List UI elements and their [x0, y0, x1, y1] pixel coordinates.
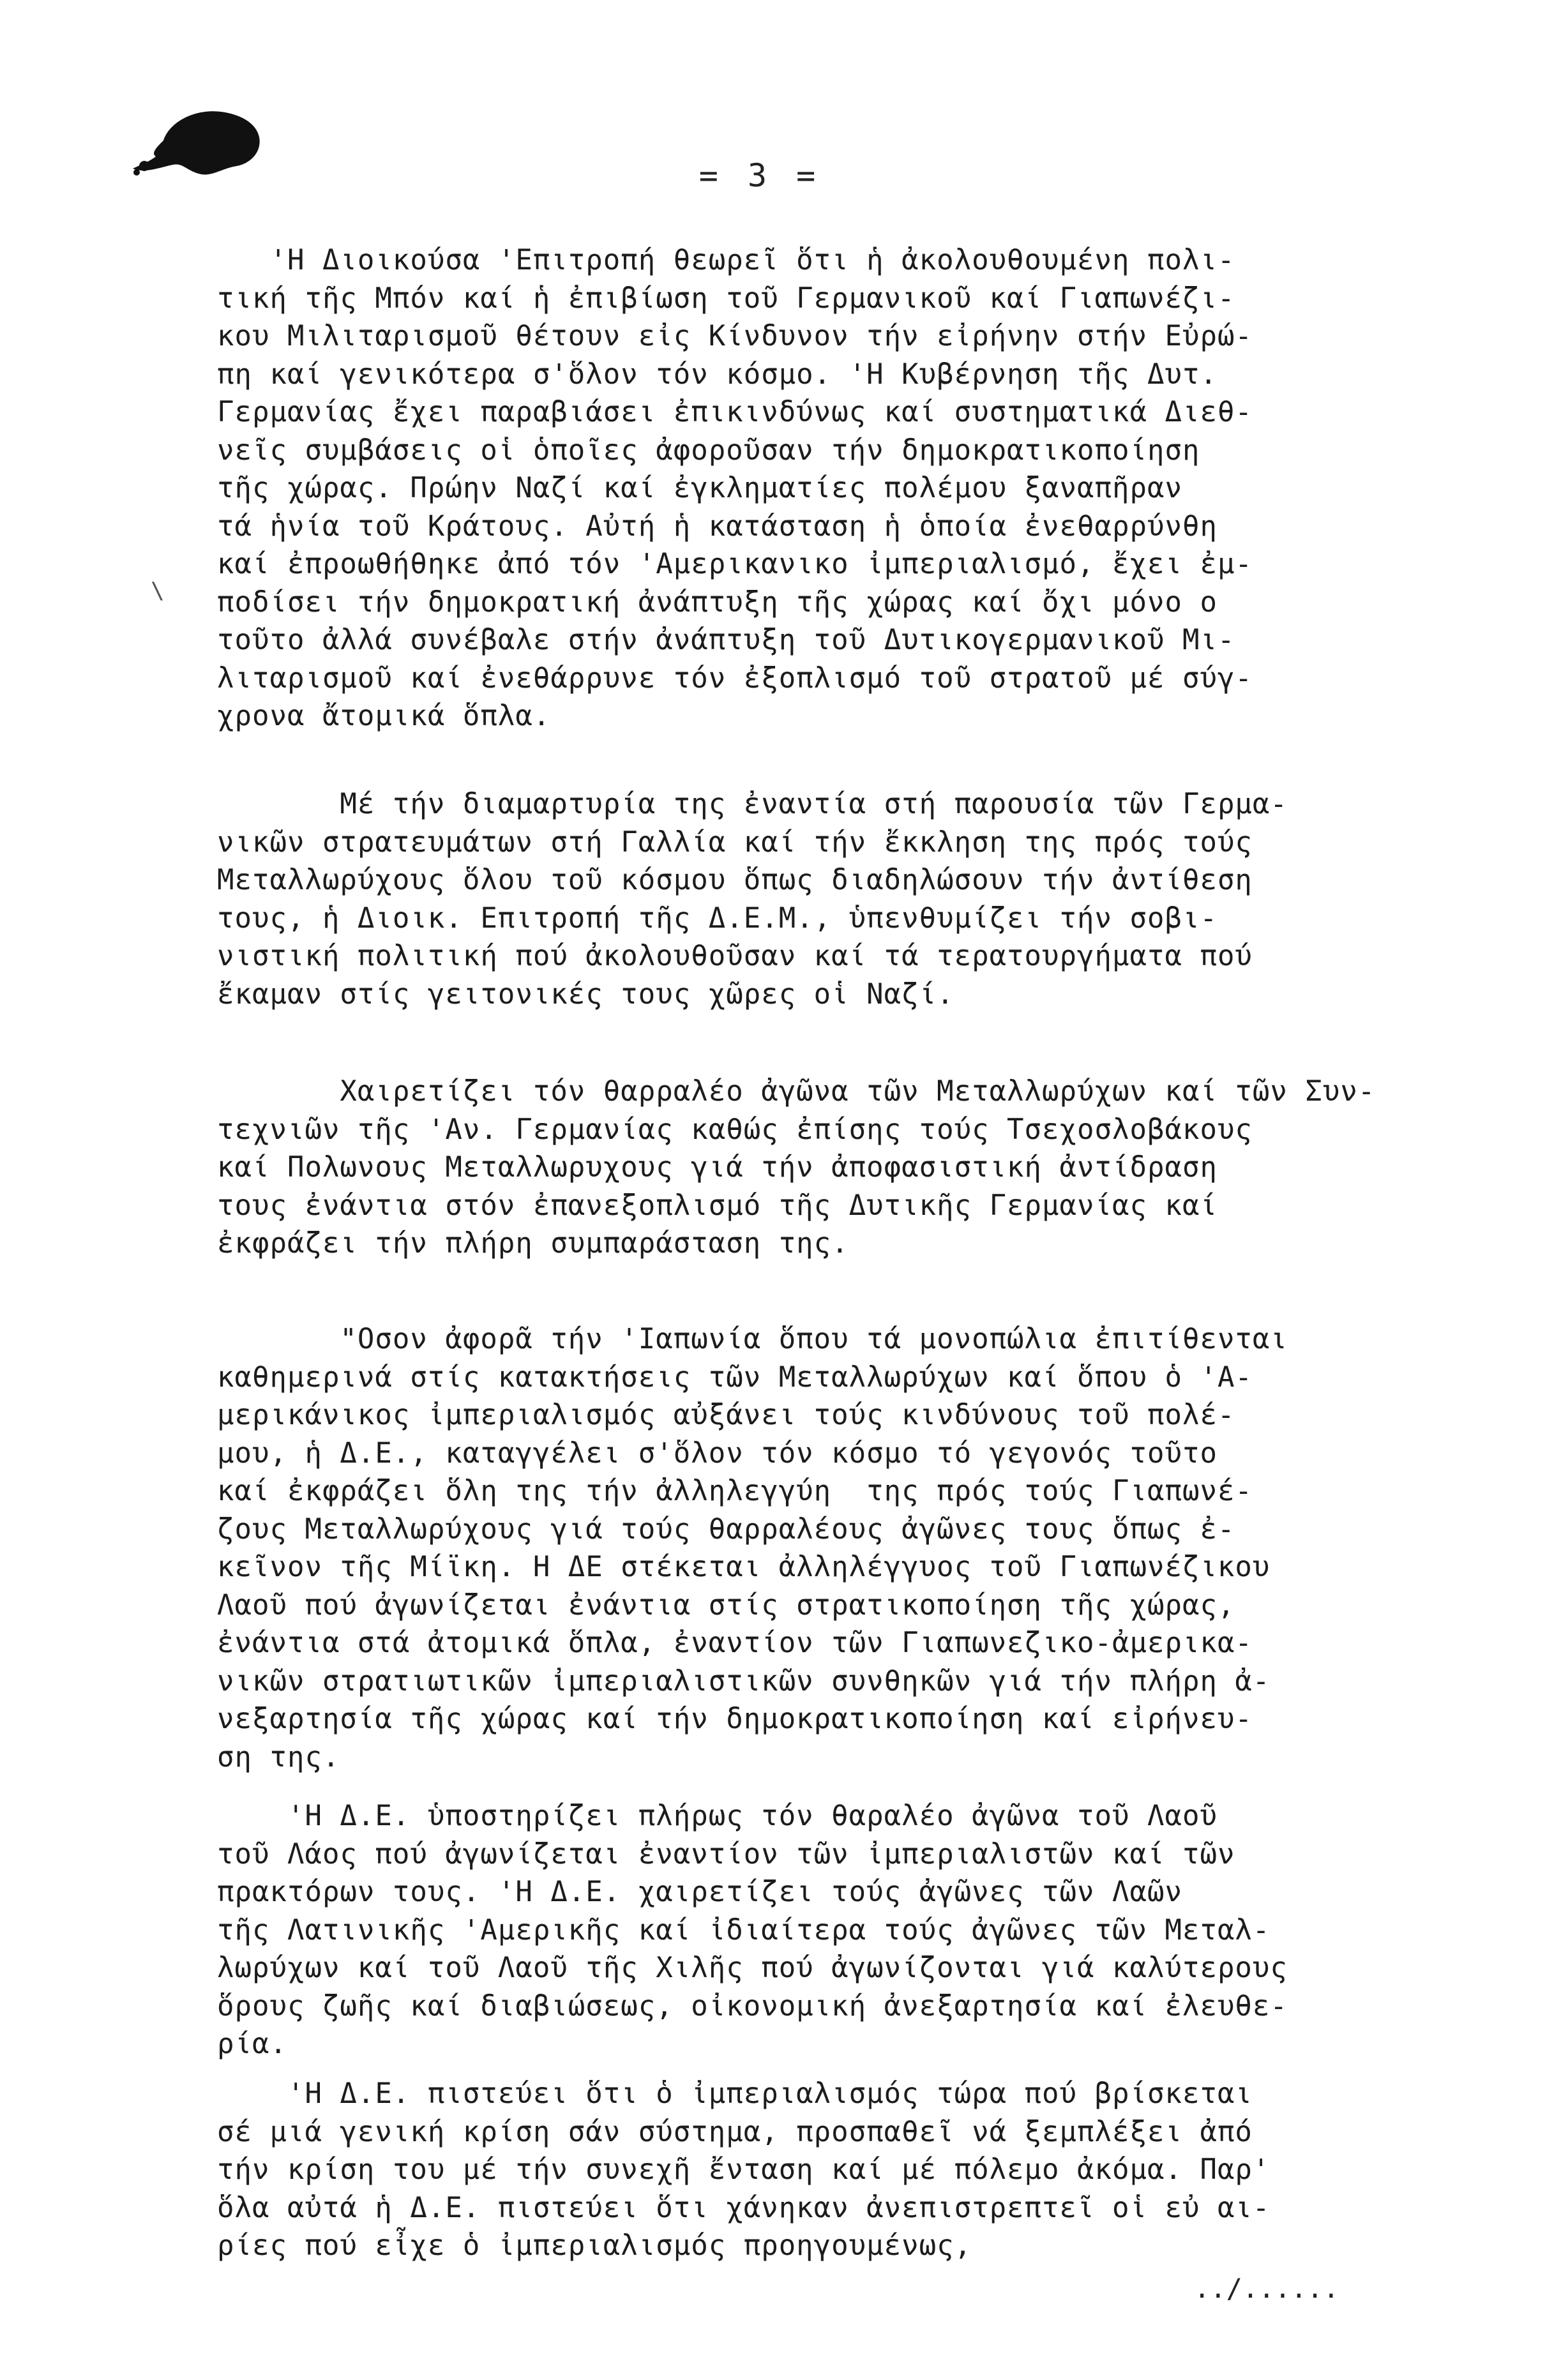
text-line: ἔκαμαν στίς γειτονικές τους χῶρες οἱ Ναζί.: [217, 977, 954, 1011]
text-line: ἐνάντια στά ἀτομικά ὅπλα, ἐναντίον τῶν Γιαπωνεζικο-ἀμερικα-: [217, 1627, 1253, 1659]
text-line: ὅρους ζωῆς καί διαβιώσεως, οἰκονομική ἀνεξαρτησία καί ἐλευθε-: [217, 1989, 1288, 2022]
text-line: τεχνιῶν τῆς 'Αν. Γερμανίας καθώς ἐπίσης τούς Τσεχοσλοβάκους: [217, 1113, 1253, 1146]
paragraph-salutes-miners: [217, 1073, 1430, 1263]
text-line: μερικάνικος ἰμπεριαλισμός αὐξάνει τούς κινδύνους τοῦ πολέ-: [217, 1399, 1235, 1431]
text-line: Λαοῦ πού ἀγωνίζεται ἐνάντια στίς στρατικοποίηση τῆς χώρας,: [217, 1588, 1235, 1622]
text-line: καθημερινά στίς κατακτήσεις τῶν Μεταλλωρύχων καί ὅπου ὁ 'Α-: [217, 1360, 1253, 1394]
text-line: 'Η Διοικούσα 'Επιτροπή θεωρεῖ ὅτι ἡ ἀκολουθουμένη πολι-: [217, 244, 1235, 276]
text-line: τους ἐνάντια στόν ἐπανεξοπλισμό τῆς Δυτικῆς Γερμανίας καί: [217, 1189, 1218, 1222]
text-line: ση της.: [217, 1740, 340, 1774]
text-line: ζους Μεταλλωρύχους γιά τούς θαρραλέους ἀγῶνες τους ὅπως ἐ-: [217, 1512, 1235, 1546]
paragraph-protest-german-troops: [217, 785, 1430, 1013]
text-line: σέ μιά γενική κρίση σάν σύστημα, προσπαθεῖ νά ξεμπλέξει ἀπό: [217, 2115, 1253, 2148]
text-line: ἐκφράζει τήν πλήρη συμπαράσταση της.: [217, 1227, 849, 1260]
text-line: ποδίσει τήν δημοκρατική ἀνάπτυξη τῆς χώρας καί ὄχι μόνο ο: [217, 585, 1218, 619]
text-line: κεῖνον τῆς Μίϊκη. Η ΔΕ στέκεται ἀλληλέγγυος τοῦ Γιαπωνέζικου: [217, 1551, 1271, 1583]
text-line: τήν κρίση του μέ τήν συνεχῆ ἔνταση καί μέ πόλεμο ἀκόμα. Παρ': [217, 2153, 1271, 2186]
text-line: 'Η Δ.Ε. ὑποστηρίζει πλήρως τόν θαραλέο ἀγῶνα τοῦ Λαοῦ: [217, 1800, 1218, 1832]
paragraph-commission-statement: [217, 241, 1430, 735]
text-line: τά ἡνία τοῦ Κράτους. Αὐτή ἡ κατάσταση ἡ ὁποία ἐνεθαρρύνθη: [217, 509, 1218, 543]
text-line: ὅλα αὐτά ἡ Δ.Ε. πιστεύει ὅτι χάνηκαν ἀνεπιστρεπτεῖ οἱ εὐ αι-: [217, 2191, 1271, 2224]
text-line: κου Μιλιταρισμοῦ θέτουν εἰς Κίνδυνον τήν εἰρήνην στήν Εὐρώ-: [217, 320, 1253, 352]
text-line: νεξαρτησία τῆς χώρας καί τήν δημοκρατικοποίηση καί εἰρήνευ-: [217, 1703, 1253, 1735]
text-line: "Οσον ἀφορᾶ τήν 'Ιαπωνία ὅπου τά μονοπώλια ἐπιτίθενται: [217, 1323, 1288, 1355]
text-line: νικῶν στρατιωτικῶν ἰμπεριαλιστικῶν συνθηκῶν γιά τήν πλήρη ἀ-: [217, 1664, 1271, 1698]
text-line: πρακτόρων τους. 'Η Δ.Ε. χαιρετίζει τούς ἀγῶνες τῶν Λαῶν: [217, 1876, 1182, 1908]
text-line: τῆς χώρας. Πρώην Ναζί καί ἐγκληματίες πολέμου ξαναπῆραν: [217, 472, 1182, 504]
text-line: χρονα ἄτομικά ὅπλα.: [217, 700, 551, 732]
margin-mark: \: [151, 578, 165, 604]
text-line: Μέ τήν διαμαρτυρία της ἐναντία στή παρουσία τῶν Γερμα-: [217, 788, 1288, 820]
paragraph-japan: [217, 1320, 1430, 1776]
text-line: Γερμανίας ἔχει παραβιάσει ἐπικινδύνως καί συστηματικά Διεθ-: [217, 396, 1253, 428]
text-line: Μεταλλωρύχους ὅλου τοῦ κόσμου ὅπως διαδηλώσουν τήν ἀντίθεση: [217, 864, 1253, 896]
text-line: λωρύχων καί τοῦ Λαοῦ τῆς Χιλῆς πού ἀγωνίζονται γιά καλύτερους: [217, 1952, 1288, 1984]
text-line: τοῦ Λάος πού ἀγωνίζεται ἐναντίον τῶν ἰμπεριαλιστῶν καί τῶν: [217, 1837, 1235, 1871]
text-line: Χαιρετίζει τόν θαρραλέο ἀγῶνα τῶν Μεταλλωρύχων καί τῶν Συν-: [217, 1075, 1376, 1108]
text-line: καί ἐπροωθήθηκε ἀπό τόν 'Αμερικανικο ἰμπεριαλισμό, ἔχει ἐμ-: [217, 548, 1253, 580]
text-line: καί ἐκφράζει ὅλη της τήν ἀλληλεγγύη της πρός τούς Γιαπωνέ-: [217, 1475, 1253, 1507]
ink-blot-mark: [125, 102, 266, 185]
paragraph-laos-latin-america: [217, 1797, 1430, 2063]
text-line: καί Πολωνους Μεταλλωρυχους γιά τήν ἀποφασιστική ἀντίδραση: [217, 1151, 1218, 1184]
paragraph-imperialism-crisis: [217, 2075, 1430, 2265]
text-line: τοῦτο ἀλλά συνέβαλε στήν ἀνάπτυξη τοῦ Δυτικογερμανικοῦ Μι-: [217, 624, 1235, 656]
text-line: νικῶν στρατευμάτων στή Γαλλία καί τήν ἔκκληση της πρός τούς: [217, 825, 1253, 859]
text-line: τική τῆς Μπόν καί ἡ ἐπιβίωση τοῦ Γερμανικοῦ καί Γιαπωνέζι-: [217, 282, 1235, 315]
text-line: λιταρισμοῦ καί ἐνεθάρρυνε τόν ἐξοπλισμό τοῦ στρατοῦ μέ σύγ-: [217, 661, 1253, 695]
text-line: νεῖς συμβάσεις οἱ ὁποῖες ἀφοροῦσαν τήν δημοκρατικοποίηση: [217, 433, 1200, 467]
text-line: τῆς Λατινικῆς 'Αμερικῆς καί ἰδιαίτερα τούς ἀγῶνες τῶν Μεταλ-: [217, 1913, 1271, 1947]
page-number: = 3 =: [698, 157, 821, 194]
text-line: πη καί γενικότερα σ'ὅλον τόν κόσμο. 'Η Κυβέρνηση τῆς Δυτ.: [217, 358, 1218, 391]
text-line: ρία.: [217, 2028, 287, 2060]
text-line: μου, ἡ Δ.Ε., καταγγέλει σ'ὅλον τόν κόσμο τό γεγονός τοῦτο: [217, 1436, 1218, 1470]
text-line: 'Η Δ.Ε. πιστεύει ὅτι ὁ ἰμπεριαλισμός τώρα πού βρίσκεται: [217, 2077, 1253, 2110]
continuation-mark: ../......: [1194, 2273, 1339, 2304]
text-line: ρίες πού εἶχε ὁ ἰμπεριαλισμός προηγουμένως,: [217, 2229, 972, 2262]
text-line: νιστική πολιτική πού ἀκολουθοῦσαν καί τά τερατουργήματα πού: [217, 940, 1253, 972]
text-line: τους, ἡ Διοικ. Επιτροπή τῆς Δ.Ε.Μ., ὑπενθυμίζει τήν σοβι-: [217, 901, 1218, 935]
